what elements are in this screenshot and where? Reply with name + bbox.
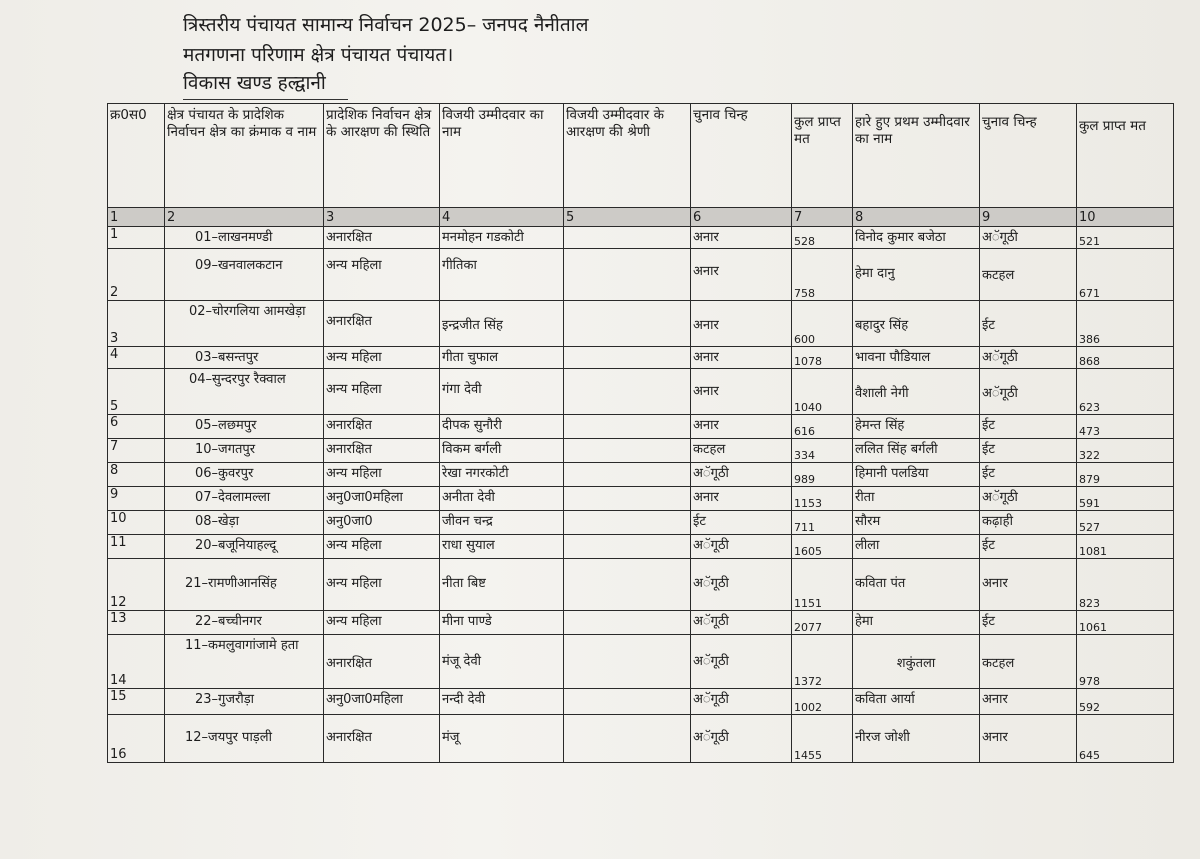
col-header-reservation: प्रादेशिक निर्वाचन क्षेत्र के आरक्षण की स्थिति: [324, 104, 440, 208]
row-winner-category: [564, 559, 691, 611]
col-number: 5: [564, 208, 691, 227]
row-sno: 1: [108, 227, 165, 249]
row-votes: 600: [792, 301, 853, 347]
col-number: 4: [440, 208, 564, 227]
row-runner: वैशाली नेगी: [853, 369, 980, 415]
row-sno: 2: [108, 249, 165, 301]
row-symbol: अनार: [691, 227, 792, 249]
row-winner-category: [564, 611, 691, 635]
row-runner: सौरम: [853, 511, 980, 535]
row-runner-symbol: ईट: [980, 415, 1077, 439]
row-winner: जीवन चन्द्र: [440, 511, 564, 535]
row-winner-category: [564, 369, 691, 415]
row-winner: दीपक सुनौरी: [440, 415, 564, 439]
row-reservation: अनारक्षित: [324, 301, 440, 347]
table-row: [108, 487, 1174, 511]
row-reservation: अनारक्षित: [324, 227, 440, 249]
row-runner: रीता: [853, 487, 980, 511]
row-runner-votes: 671: [1077, 249, 1174, 301]
row-winner: गंगा देवी: [440, 369, 564, 415]
row-winner: अनीता देवी: [440, 487, 564, 511]
row-runner-symbol: ईट: [980, 301, 1077, 347]
row-runner-symbol: अॅगूठी: [980, 487, 1077, 511]
row-symbol: ईट: [691, 511, 792, 535]
row-reservation: अन्य महिला: [324, 559, 440, 611]
row-winner-category: [564, 439, 691, 463]
row-winner: विकम बर्गली: [440, 439, 564, 463]
row-symbol: अॅगूठी: [691, 611, 792, 635]
row-votes: 1002: [792, 689, 853, 715]
row-sno: 12: [108, 559, 165, 611]
row-votes: 616: [792, 415, 853, 439]
col-number: 1: [108, 208, 165, 227]
row-reservation: अनारक्षित: [324, 415, 440, 439]
row-runner-symbol: अॅगूठी: [980, 347, 1077, 369]
row-symbol: अनार: [691, 415, 792, 439]
row-votes: 1153: [792, 487, 853, 511]
row-runner-votes: 592: [1077, 689, 1174, 715]
table-row: [108, 463, 1174, 487]
row-runner-votes: 978: [1077, 635, 1174, 689]
row-votes: 1151: [792, 559, 853, 611]
row-symbol: अॅगूठी: [691, 635, 792, 689]
row-area: 04–सुन्दरपुर रैक्वाल: [165, 369, 324, 415]
row-winner: इन्द्रजीत सिंह: [440, 301, 564, 347]
row-area: 03–बसन्तपुर: [165, 347, 324, 369]
table-row: [108, 715, 1174, 763]
row-runner-votes: 527: [1077, 511, 1174, 535]
row-runner-votes: 591: [1077, 487, 1174, 511]
row-winner: रेखा नगरकोटी: [440, 463, 564, 487]
row-reservation: अनारक्षित: [324, 439, 440, 463]
row-runner-symbol: कटहल: [980, 249, 1077, 301]
row-votes: 528: [792, 227, 853, 249]
row-sno: 16: [108, 715, 165, 763]
row-reservation: अन्य महिला: [324, 249, 440, 301]
col-number: 9: [980, 208, 1077, 227]
row-winner-category: [564, 415, 691, 439]
row-reservation: अनु0जा0: [324, 511, 440, 535]
row-runner-votes: 386: [1077, 301, 1174, 347]
row-runner-symbol: अनार: [980, 689, 1077, 715]
row-area: 01–लाखनमण्डी: [165, 227, 324, 249]
row-runner-symbol: अॅगूठी: [980, 369, 1077, 415]
row-runner: कविता आर्या: [853, 689, 980, 715]
col-number: 10: [1077, 208, 1174, 227]
row-area: 12–जयपुर पाड़ली: [165, 715, 324, 763]
row-votes: 334: [792, 439, 853, 463]
row-symbol: कटहल: [691, 439, 792, 463]
row-runner-symbol: कढ़ाही: [980, 511, 1077, 535]
row-area: 22–बच्चीनगर: [165, 611, 324, 635]
row-winner: मंजू देवी: [440, 635, 564, 689]
row-sno: 13: [108, 611, 165, 635]
title-underline: [183, 99, 348, 100]
row-runner: हिमानी पलडिया: [853, 463, 980, 487]
row-winner: मीना पाण्डे: [440, 611, 564, 635]
table-row: [108, 439, 1174, 463]
row-winner: नन्दी देवी: [440, 689, 564, 715]
row-winner: नीता बिष्ट: [440, 559, 564, 611]
row-runner-symbol: ईट: [980, 535, 1077, 559]
row-runner-votes: 868: [1077, 347, 1174, 369]
row-symbol: अनार: [691, 301, 792, 347]
col-header-runner: हारे हुए प्रथम उम्मीदवार का नाम: [853, 104, 980, 208]
row-sno: 5: [108, 369, 165, 415]
table-row: [108, 415, 1174, 439]
col-number: 7: [792, 208, 853, 227]
row-sno: 3: [108, 301, 165, 347]
row-runner: शकुंतला: [853, 635, 980, 689]
row-reservation: अन्य महिला: [324, 369, 440, 415]
row-sno: 14: [108, 635, 165, 689]
col-header-votes: कुल प्राप्त मत: [792, 104, 853, 208]
row-runner-symbol: ईट: [980, 611, 1077, 635]
row-runner-votes: 521: [1077, 227, 1174, 249]
col-number: 6: [691, 208, 792, 227]
row-symbol: अॅगूठी: [691, 559, 792, 611]
row-runner-votes: 1061: [1077, 611, 1174, 635]
row-reservation: अनु0जा0महिला: [324, 487, 440, 511]
col-number: 2: [165, 208, 324, 227]
row-runner: हेमन्त सिंह: [853, 415, 980, 439]
row-reservation: अनारक्षित: [324, 635, 440, 689]
row-runner-symbol: ईट: [980, 439, 1077, 463]
col-header-winner-category: विजयी उम्मीदवार के आरक्षण की श्रेणी: [564, 104, 691, 208]
row-sno: 4: [108, 347, 165, 369]
row-reservation: अनु0जा0महिला: [324, 689, 440, 715]
row-area: 11–कमलुवागांजामे हता: [165, 635, 324, 689]
table-row: [108, 227, 1174, 249]
results-table: [107, 103, 1174, 763]
table-row: [108, 511, 1174, 535]
row-area: 10–जगतपुर: [165, 439, 324, 463]
row-winner-category: [564, 347, 691, 369]
row-runner-votes: 823: [1077, 559, 1174, 611]
row-sno: 10: [108, 511, 165, 535]
row-area: 06–कुवरपुर: [165, 463, 324, 487]
table-row: [108, 689, 1174, 715]
row-runner-votes: 623: [1077, 369, 1174, 415]
row-votes: 989: [792, 463, 853, 487]
row-area: 07–देवलामल्ला: [165, 487, 324, 511]
row-votes: 711: [792, 511, 853, 535]
row-reservation: अन्य महिला: [324, 535, 440, 559]
col-header-runner-symbol: चुनाव चिन्ह: [980, 104, 1077, 208]
row-votes: 1372: [792, 635, 853, 689]
block-name: विकास खण्ड हल्द्वानी: [183, 72, 326, 94]
column-number-row: [108, 208, 1174, 227]
row-votes: 758: [792, 249, 853, 301]
row-sno: 6: [108, 415, 165, 439]
row-reservation: अन्य महिला: [324, 463, 440, 487]
row-sno: 8: [108, 463, 165, 487]
row-winner-category: [564, 227, 691, 249]
row-winner-category: [564, 635, 691, 689]
col-number: 8: [853, 208, 980, 227]
row-area: 23–गुजरौड़ा: [165, 689, 324, 715]
row-sno: 7: [108, 439, 165, 463]
table-row: [108, 347, 1174, 369]
row-sno: 11: [108, 535, 165, 559]
row-runner: हेमा: [853, 611, 980, 635]
table-row: [108, 535, 1174, 559]
row-runner: विनोद कुमार बजेठा: [853, 227, 980, 249]
row-runner-votes: 1081: [1077, 535, 1174, 559]
row-winner: गीतिका: [440, 249, 564, 301]
row-symbol: अनार: [691, 249, 792, 301]
table-row: [108, 635, 1174, 689]
row-runner-symbol: कटहल: [980, 635, 1077, 689]
row-votes: 1078: [792, 347, 853, 369]
table-row: [108, 301, 1174, 347]
row-runner: भावना पौडियाल: [853, 347, 980, 369]
row-winner-category: [564, 511, 691, 535]
row-area: 09–खनवालकटान: [165, 249, 324, 301]
row-symbol: अनार: [691, 347, 792, 369]
row-runner-votes: 645: [1077, 715, 1174, 763]
row-winner-category: [564, 487, 691, 511]
row-winner-category: [564, 689, 691, 715]
row-runner: ललित सिंह बर्गली: [853, 439, 980, 463]
row-runner-votes: 473: [1077, 415, 1174, 439]
row-runner: नीरज जोशी: [853, 715, 980, 763]
row-votes: 1605: [792, 535, 853, 559]
row-area: 08–खेड़ा: [165, 511, 324, 535]
header-row: [108, 104, 1174, 208]
row-reservation: अन्य महिला: [324, 611, 440, 635]
row-symbol: अनार: [691, 369, 792, 415]
row-runner-symbol: अनार: [980, 715, 1077, 763]
row-area: 21–रामणीआनसिंह: [165, 559, 324, 611]
row-symbol: अॅगूठी: [691, 715, 792, 763]
row-winner: गीता चुफाल: [440, 347, 564, 369]
col-header-area: क्षेत्र पंचायत के प्रादेशिक निर्वाचन क्षेत्र का क्रंमाक व नाम: [165, 104, 324, 208]
row-sno: 9: [108, 487, 165, 511]
table-row: [108, 559, 1174, 611]
document-subtitle: मतगणना परिणाम क्षेत्र पंचायत पंचायत।: [183, 44, 454, 66]
row-runner-symbol: अनार: [980, 559, 1077, 611]
row-votes: 1455: [792, 715, 853, 763]
col-number: 3: [324, 208, 440, 227]
row-winner: मंजू: [440, 715, 564, 763]
row-runner-votes: 879: [1077, 463, 1174, 487]
row-area: 20–बजूनियाहल्दू: [165, 535, 324, 559]
col-header-runner-votes: कुल प्राप्त मत: [1077, 104, 1174, 208]
row-runner-symbol: ईट: [980, 463, 1077, 487]
row-symbol: अॅगूठी: [691, 463, 792, 487]
row-runner-symbol: अॅगूठी: [980, 227, 1077, 249]
row-area: 05–लछमपुर: [165, 415, 324, 439]
col-header-sno: क्र0स0: [108, 104, 165, 208]
table-row: [108, 369, 1174, 415]
col-header-winner: विजयी उम्मीदवार का नाम: [440, 104, 564, 208]
row-winner: राधा सुयाल: [440, 535, 564, 559]
document-title: त्रिस्तरीय पंचायत सामान्य निर्वाचन 2025– जनपद नैनीताल: [183, 14, 589, 36]
row-winner: मनमोहन गडकोटी: [440, 227, 564, 249]
row-votes: 2077: [792, 611, 853, 635]
table-row: [108, 611, 1174, 635]
row-symbol: अॅगूठी: [691, 535, 792, 559]
row-runner: कविता पंत: [853, 559, 980, 611]
row-winner-category: [564, 301, 691, 347]
row-runner-votes: 322: [1077, 439, 1174, 463]
row-winner-category: [564, 249, 691, 301]
row-symbol: अनार: [691, 487, 792, 511]
row-symbol: अॅगूठी: [691, 689, 792, 715]
row-winner-category: [564, 463, 691, 487]
row-runner: लीला: [853, 535, 980, 559]
col-header-symbol: चुनाव चिन्ह: [691, 104, 792, 208]
row-reservation: अन्य महिला: [324, 347, 440, 369]
row-votes: 1040: [792, 369, 853, 415]
row-winner-category: [564, 535, 691, 559]
row-reservation: अनारक्षित: [324, 715, 440, 763]
row-runner: हेमा दानु: [853, 249, 980, 301]
row-winner-category: [564, 715, 691, 763]
row-sno: 15: [108, 689, 165, 715]
row-area: 02–चोरगलिया आमखेड़ा: [165, 301, 324, 347]
row-runner: बहादुर सिंह: [853, 301, 980, 347]
table-row: [108, 249, 1174, 301]
